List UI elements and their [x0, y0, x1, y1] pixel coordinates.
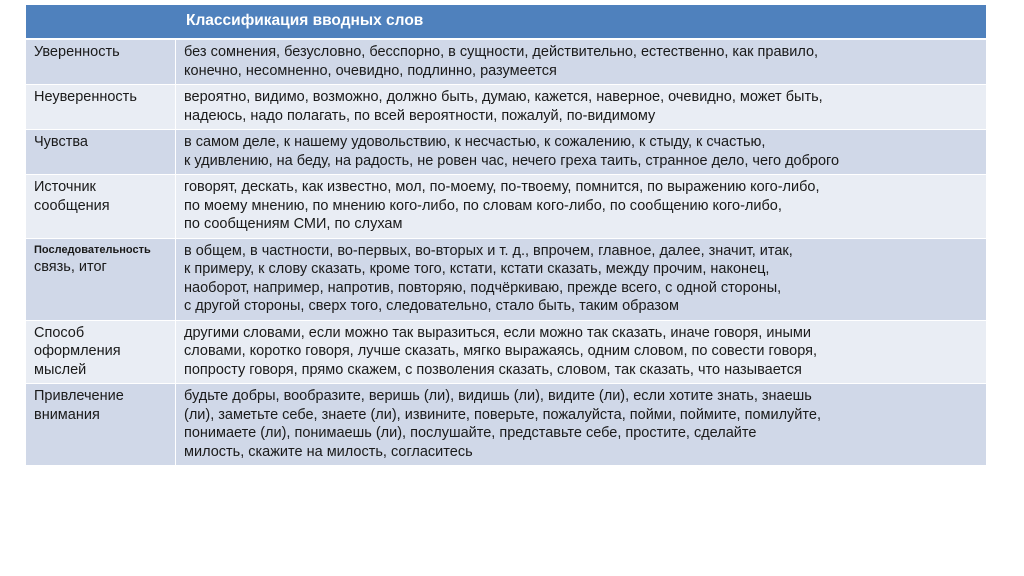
words-cell: без сомнения, безусловно, бесспорно, в сущности, действительно, естественно, как правило, конечно, несомненно, очевидно, подлинно, разумеется: [176, 40, 986, 85]
table-row: [26, 384, 986, 466]
words-cell: будьте добры, вообразите, веришь (ли), видишь (ли), видите (ли), если хотите знать, знаешь (ли), заметьте себе, знаете (ли), извините, поверьте, пожалуйста, пойми, поймите, помилуйте, понимаете (ли), понимаешь (ли), послушайте, представьте себе, простите, сделайте милость, скажите на милость, согласитесь: [176, 384, 986, 466]
table-row: [26, 85, 986, 130]
category-cell: Способ оформления мыслей: [26, 321, 176, 385]
words-cell: в самом деле, к нашему удовольствию, к несчастью, к сожалению, к стыду, к счастью, к удивлению, на беду, на радость, не ровен час, нечего греха таить, странное дело, чего доброго: [176, 130, 986, 175]
words-cell: в общем, в частности, во-первых, во-вторых и т. д., впрочем, главное, далее, значит, итак, к примеру, к слову сказать, кроме того, кстати, кстати сказать, между прочим, наконец, наоборот, например, напротив, повторяю, подчёркиваю, прежде всего, с одной стороны, с другой стороны, сверх того, следовательно, стало быть, таким образом: [176, 239, 986, 321]
table-row: [26, 175, 986, 239]
table-row: [26, 239, 986, 321]
table-header-row: [26, 5, 986, 40]
words-cell: говорят, дескать, как известно, мол, по-моему, по-твоему, помнится, по выражению кого-либо, по моему мнению, по мнению кого-либо, по словам кого-либо, по сообщению кого-либо, по сообщениям СМИ, по слухам: [176, 175, 986, 239]
category-cell: Источник сообщения: [26, 175, 176, 239]
category-cell: Уверенность: [26, 40, 176, 85]
classification-table: [26, 5, 986, 466]
category-label-main: Последовательность: [34, 243, 151, 256]
category-cell: [26, 239, 176, 321]
category-cell: Привлечение внимания: [26, 384, 176, 466]
table-row: [26, 130, 986, 175]
category-cell: Чувства: [26, 130, 176, 175]
table-title: Классификация вводных слов: [26, 5, 986, 40]
words-cell: другими словами, если можно так выразиться, если можно так сказать, иначе говоря, иными словами, коротко говоря, лучше сказать, мягко выражаясь, одним словом, по совести говоря, попросту говоря, прямо скажем, с позволения сказать, словом, так сказать, что называется: [176, 321, 986, 385]
category-cell: Неуверенность: [26, 85, 176, 130]
category-label-sub: связь, итог: [34, 258, 107, 275]
table-row: [26, 40, 986, 85]
words-cell: вероятно, видимо, возможно, должно быть, думаю, кажется, наверное, очевидно, может быть, надеюсь, надо полагать, по всей вероятности, пожалуй, по-видимому: [176, 85, 986, 130]
table-row: [26, 321, 986, 385]
